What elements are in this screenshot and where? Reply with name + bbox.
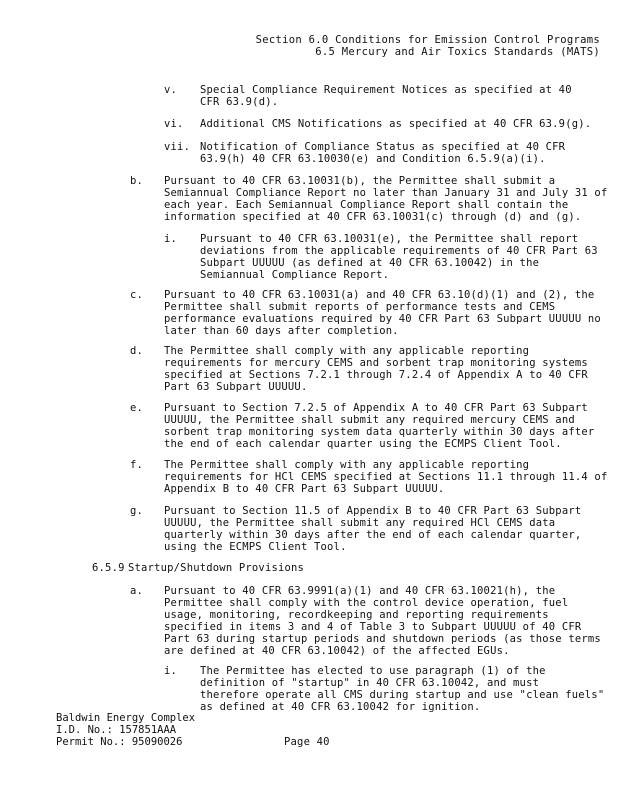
- item-marker: e.: [130, 402, 144, 414]
- subsection-title: 6.5 Mercury and Air Toxics Standards (MATS): [315, 46, 600, 58]
- item-line: Additional CMS Notifications as specified at 40 CFR 63.9(g).: [200, 118, 592, 130]
- item-line: sorbent trap monitoring system data quarterly within 30 days after: [164, 426, 595, 438]
- item-line: Permittee shall comply with the control device operation, fuel: [164, 597, 569, 609]
- item-marker: f.: [130, 459, 144, 471]
- item-line: each year. Each Semiannual Compliance Report shall contain the: [164, 199, 569, 211]
- item-line: Special Compliance Requirement Notices as specified at 40: [200, 84, 572, 96]
- item-line: Notification of Compliance Status as specified at 40 CFR: [200, 141, 566, 153]
- item-line: Permittee shall submit reports of performance tests and CEMS: [164, 301, 556, 313]
- item-line: quarterly within 30 days after the end of each calendar quarter,: [164, 529, 582, 541]
- item-line: requirements for mercury CEMS and sorbent trap monitoring systems: [164, 357, 588, 369]
- item-line: Pursuant to Section 11.5 of Appendix B to 40 CFR Part 63 Subpart: [164, 505, 582, 517]
- item-marker: i.: [164, 233, 178, 245]
- item-line: specified at Sections 7.2.1 through 7.2.4 of Appendix A to 40 CFR: [164, 369, 588, 381]
- item-marker: v.: [164, 84, 178, 96]
- item-marker: g.: [130, 505, 144, 517]
- item-line: UUUUU, the Permittee shall submit any required mercury CEMS and: [164, 414, 575, 426]
- item-line: information specified at 40 CFR 63.10031(c) through (d) and (g).: [164, 211, 582, 223]
- id-number: I.D. No.: 157851AAA: [56, 724, 177, 736]
- item-line: Pursuant to 40 CFR 63.10031(a) and 40 CFR 63.10(d)(1) and (2), the: [164, 289, 595, 301]
- item-line: Part 63 Subpart UUUUU.: [164, 381, 308, 393]
- item-line: later than 60 days after completion.: [164, 325, 399, 337]
- item-line: usage, monitoring, recordkeeping and reporting requirements: [164, 609, 549, 621]
- item-line: Appendix B to 40 CFR Part 63 Subpart UUUUU.: [164, 483, 445, 495]
- facility-name: Baldwin Energy Complex: [56, 712, 196, 724]
- subsection-label: Startup/Shutdown Provisions: [128, 562, 305, 574]
- item-marker: b.: [130, 175, 144, 187]
- item-line: performance evaluations required by 40 CFR Part 63 Subpart UUUUU no: [164, 313, 601, 325]
- item-line: Part 63 during startup periods and shutdown periods (as those terms: [164, 633, 601, 645]
- item-line: The Permittee shall comply with any applicable reporting: [164, 345, 530, 357]
- item-line: Pursuant to 40 CFR 63.9991(a)(1) and 40 CFR 63.10021(h), the: [164, 585, 556, 597]
- item-marker: d.: [130, 345, 144, 357]
- subsection-number: 6.5.9: [92, 562, 125, 574]
- item-line: are defined at 40 CFR 63.10042) of the affected EGUs.: [164, 645, 510, 657]
- item-line: The Permittee has elected to use paragraph (1) of the: [200, 665, 546, 677]
- item-line: 63.9(h) 40 CFR 63.10030(e) and Condition 6.5.9(a)(i).: [200, 153, 546, 165]
- item-marker: i.: [164, 665, 178, 677]
- item-line: The Permittee shall comply with any applicable reporting: [164, 459, 530, 471]
- item-line: Semiannual Compliance Report.: [200, 269, 390, 281]
- item-line: therefore operate all CMS during startup and use "clean fuels": [200, 689, 605, 701]
- item-line: the end of each calendar quarter using the ECMPS Client Tool.: [164, 438, 562, 450]
- item-line: Semiannual Compliance Report no later than January 31 and July 31 of: [164, 187, 608, 199]
- item-line: deviations from the applicable requirements of 40 CFR Part 63: [200, 245, 598, 257]
- item-marker: a.: [130, 585, 144, 597]
- item-line: as defined at 40 CFR 63.10042 for ignition.: [200, 701, 481, 713]
- item-marker: vii.: [164, 141, 191, 153]
- item-line: Pursuant to 40 CFR 63.10031(b), the Permittee shall submit a: [164, 175, 556, 187]
- section-title: Section 6.0 Conditions for Emission Control Programs: [255, 34, 600, 46]
- item-line: requirements for HCl CEMS specified at Sections 11.1 through 11.4 of: [164, 471, 608, 483]
- section-header: [0, 34, 600, 58]
- item-line: UUUUU, the Permittee shall submit any required HCl CEMS data: [164, 517, 556, 529]
- item-marker: vi.: [164, 118, 184, 130]
- item-line: specified in items 3 and 4 of Table 3 to Subpart UUUUU of 40 CFR: [164, 621, 582, 633]
- permit-number: Permit No.: 95090026: [56, 736, 183, 748]
- item-line: definition of "startup" in 40 CFR 63.10042, and must: [200, 677, 540, 689]
- page-footer: [56, 712, 195, 748]
- page-number: Page 40: [284, 736, 330, 748]
- item-marker: c.: [130, 289, 144, 301]
- item-line: Pursuant to 40 CFR 63.10031(e), the Permittee shall report: [200, 233, 579, 245]
- item-line: Pursuant to Section 7.2.5 of Appendix A to 40 CFR Part 63 Subpart: [164, 402, 588, 414]
- item-line: CFR 63.9(d).: [200, 96, 279, 108]
- item-line: using the ECMPS Client Tool.: [164, 541, 347, 553]
- item-line: Subpart UUUUU (as defined at 40 CFR 63.10042) in the: [200, 257, 540, 269]
